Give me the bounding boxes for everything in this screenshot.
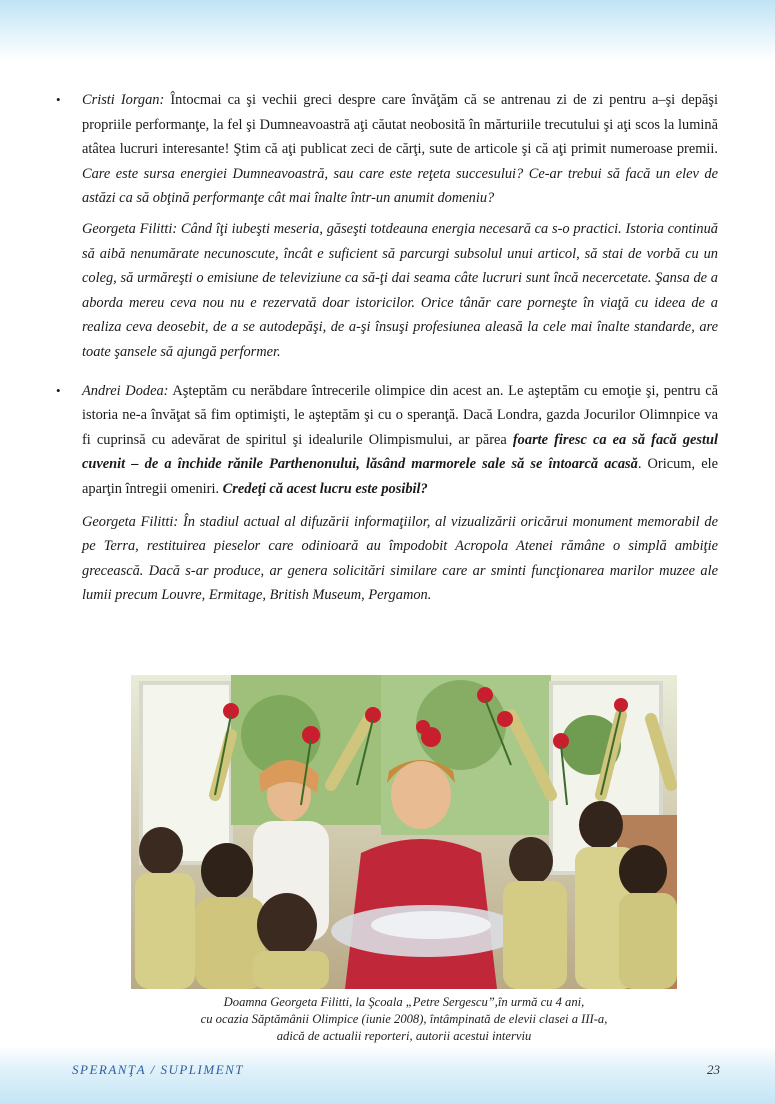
answer-block-2: Georgeta Filitti: În stadiul actual al difuzării informaţiilor, al vizualizării oricărui monument memorabil de pe Terra, restituirea pieselor care odinioară au împodobit Acropola Atenei rămâne o simplă ambiţie grecească. Dacă s-ar produce, ar genera solicitări similare care ar sminti funcţionarea marilor muzee ale lumii precum Louvre, Ermitage, British Museum, Pergamon. xyxy=(82,513,718,604)
question-text-2: . Oricum, ele aparţin întregii omeniri. xyxy=(82,456,718,497)
caption-line-3: adică de actualii reporteri, autorii acestui interviu xyxy=(276,1029,532,1043)
caption-line-2: cu ocazia Săptămânii Olimpice (iunie 2008), întâmpinată de elevii clasei a III-a, xyxy=(200,1012,608,1026)
question-italic: Care este sursa energiei Dumneavoastră, sau care este reţeta succesului? Ce-ar trebui să facă un elev de astăzi ca să obţină performanţe cât mai înalte într-un anumit domeniu? xyxy=(82,165,718,207)
photo-illustration xyxy=(131,675,677,989)
article-body xyxy=(56,88,718,608)
answer-block-1: Georgeta Filitti: Când îţi iubeşti meseria, găseşti totdeauna energia necesară ca s-o practici. Istoria continuă să aibă nenumărate necunoscute, încât e suficient să parcurgi subsolul unui articol, să stai de vorbă cu un coleg, să urmăreşti o emisiune de televiziune ca să-ţi dai seama câte lucruri sunt încă necercetate. Şansa de a aborda mereu ceva nou nu e rezervată doar istoricilor. Orice tânăr care porneşte în viaţă cu ideea de a realiza ceva deosebit, de a se autodepăşi, de a-şi însuşi profesiunea aleasă la cele mai înalte standarde, are toate şansele să ajungă performer. xyxy=(82,220,718,360)
question-bold-italic: foarte firesc ca ea să facă gestul cuvenit – de a închide rănile Parthenonului, lăsând marmorele sale să se întoarcă acasă xyxy=(82,431,719,473)
question-bold-italic-2: Credeţi că acest lucru este posibil? xyxy=(222,480,428,497)
speaker-name: Andrei Dodea: xyxy=(82,382,169,399)
bullet-icon: • xyxy=(56,382,61,398)
speaker-name: Cristi Iorgan: xyxy=(82,92,165,108)
top-gradient-band xyxy=(0,0,775,62)
question-text: Întocmai ca şi vechii greci despre care învăţăm că se antrenau zi de zi pentru a–şi depăşi propriile performanţe, la fel şi Dumneavoastră aţi căutat neobosită în mărturiile trecutului şi aţi scos la lumină atâtea lucruri interesante! Ştim că aţi publicat zeci de cărţi, sute de articole şi că aţi primit numeroase premii. xyxy=(82,92,718,158)
event-photo xyxy=(131,675,677,989)
page-number: 23 xyxy=(707,1062,720,1077)
question-block-2 xyxy=(56,379,718,502)
caption-line-1: Doamna Georgeta Filitti, la Şcoala „Petre Sergescu”,în urmă cu 4 ani, xyxy=(223,995,585,1009)
publication-title: SPERANŢA / SUPLIMENT xyxy=(72,1062,245,1077)
question-text: Aşteptăm cu nerăbdare întrecerile olimpice din acest an. Le aşteptăm cu emoţie şi, pentru că istoria ne-a învăţat să fim optimişti, le aşteptăm şi cu o speranţă. Dacă Londra, gazda Jocurilor Olimnpice va fi cuprinsă cu adevărat de spiritul şi idealurile Olimpismului, ar părea xyxy=(82,382,718,448)
bullet-icon: • xyxy=(56,92,61,107)
question-block-1 xyxy=(56,88,718,211)
photo-caption xyxy=(131,994,677,1045)
